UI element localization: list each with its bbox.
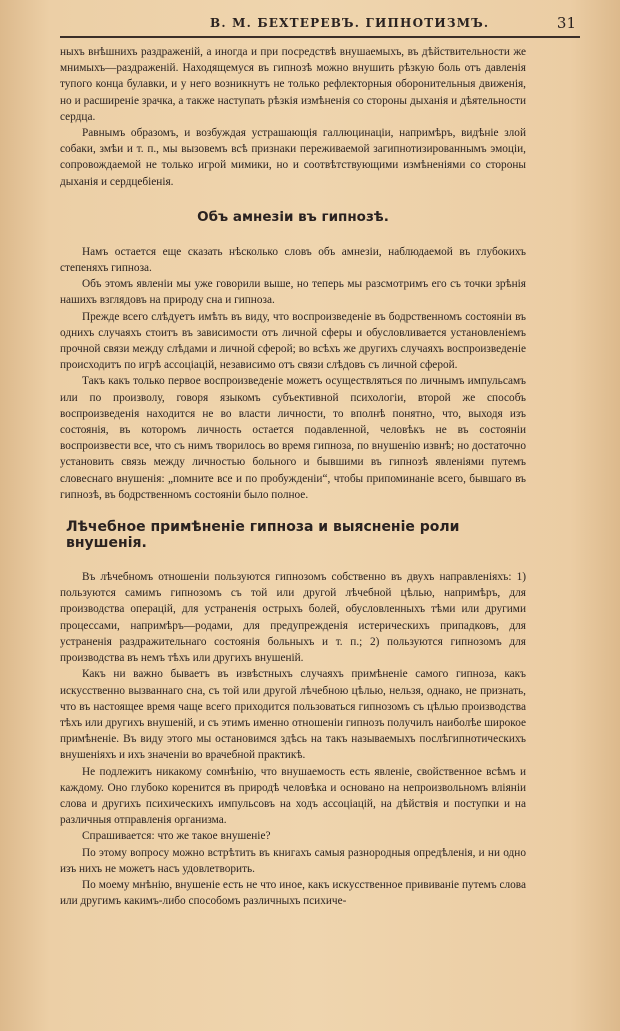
paragraph: Объ этомъ явленіи мы уже говорили выше, но теперь мы разсмотримъ его съ точки зрѣнія нашихъ взглядовъ на природу сна и гипноза.: [60, 278, 526, 307]
page-header: [60, 14, 580, 38]
paragraph: Прежде всего слѣдуетъ имѣть въ виду, что воспроизведеніе въ бодрственномъ состояніи въ однихъ случаяхъ стоитъ въ зависимости отъ личной сферы и обусловливается установленіемъ прочной связи между слѣдами и личной сферой; во всѣхъ же другихъ случаяхъ воспроизведеніе происходитъ по игрѣ ассоціацій, независимо отъ связи слѣдовъ съ личной сферой.: [60, 310, 526, 372]
paragraph: Въ лѣчебномъ отношеніи пользуются гипнозомъ собственно въ двухъ направленіяхъ: 1) пользуются самимъ гипнозомъ съ той или другой лѣчебной цѣлью, напримѣръ, для производства операцій, для устраненія острыхъ болей, обусловленныхъ тѣми или другими процессами, напримѣръ—родами, для предупрежденія истерическихъ припадковъ, для устраненія раздражительнаго состоянія больныхъ и т. п.; 2) пользуются гипнозомъ для производства въ немъ тѣхъ или другихъ внушеній.: [60, 571, 526, 665]
running-title: В. М. БЕХТЕРЕВЪ. ГИПНОТИЗМЪ.: [210, 16, 490, 30]
page-body: [60, 44, 526, 909]
paragraph: Намъ остается еще сказать нѣсколько словъ объ амнезіи, наблюдаемой въ глубокихъ степеняхъ гипноза.: [60, 245, 526, 275]
paragraph: По моему мнѣнію, внушеніе есть не что иное, какъ искусственное прививаніе путемъ слова или другимъ какимъ-либо способомъ различныхъ психиче-: [60, 878, 526, 908]
section-heading-therapy: Лѣчебное примѣненіе гипноза и выясненіе роли внушенія.: [66, 519, 460, 552]
paragraph: Не подлежитъ никакому сомнѣнію, что внушаемость есть явленіе, свойственное всѣмъ и каждому. Оно глубоко коренится въ природѣ человѣка и основано на непроизвольномъ вліяніи слова и другихъ психическихъ импульсовъ на ходъ ассоціацій, на дѣйствія и поступки и на различныя отправленія организма.: [60, 765, 526, 827]
paragraph: Спрашивается: что же такое внушеніе?: [82, 830, 271, 843]
page-number: 31: [556, 14, 576, 32]
section-heading-amnesia: Объ амнезіи въ гипнозѣ.: [197, 208, 389, 225]
paragraph: Какъ ни важно бываетъ въ извѣстныхъ случаяхъ примѣненіе самого гипноза, какъ искусственно вызваннаго сна, съ той или другой лѣчебною цѣлью, нельзя, однако, не признать, что въ настоящее время чаще всего приходится пользоваться гипнозомъ съ цѣлью производства тѣхъ или другихъ внушеній, и съ этимъ именно отношеніи гипнозъ получилъ наиболѣе широкое примѣненіе. Въ виду этого мы остановимся здѣсь на такъ называемыхъ послѣгипнотическихъ внушеніяхъ и ихъ значеніи во врачебной практикѣ.: [60, 668, 526, 762]
paragraph: ныхъ внѣшнихъ раздраженій, а иногда и при посредствѣ внушаемыхъ, въ дѣйствительности же мнимыхъ—раздраженій. Находящемуся въ гипнозѣ можно внушить рѣзкую боль отъ давленія тупого конца булавки, и у него возникнутъ не только рефлекторныя оборонительныя движенія, но и расширеніе зрачка, а также наступать рѣзкія измѣненія со стороны дыханія и дѣятельности сердца.: [60, 46, 526, 123]
paragraph: Равнымъ образомъ, и возбуждая устрашающія галлюцинаціи, напримѣръ, видѣніе злой собаки, змѣи и т. п., мы вызовемъ всѣ признаки переживаемой загипнотизированнымъ эмоціи, сопровождаемой не только игрой мимики, но и соотвѣтствующими измѣненіями со стороны дыханія и сердцебіенія.: [60, 127, 526, 188]
paragraph: По этому вопросу можно встрѣтить въ книгахъ самыя разнородныя опредѣленія, и ни одно изъ нихъ не можетъ насъ удовлетворить.: [60, 846, 526, 875]
paragraph: Такъ какъ только первое воспроизведеніе можетъ осуществляться по личнымъ импульсамъ или по произволу, говоря языкомъ субъективной психологіи, второй же способъ воспроизведенія находится не во власти личности, то вполнѣ понятно, что, выходя изъ состоянія, въ которомъ личность остается подавленной, человѣкъ не въ состояніи воспроизвести все, что съ нимъ творилось во время гипноза, по внушенію извнѣ; но достаточно установить связь между личностью больного и бывшими въ гипнозѣ явленіями путемъ словеснаго внушенія: „помните все и по пробужденіи“, чтобы припоминаніе всего, бывшаго въ гипнозѣ, въ бодрственномъ состояніи было полное.: [60, 375, 526, 501]
